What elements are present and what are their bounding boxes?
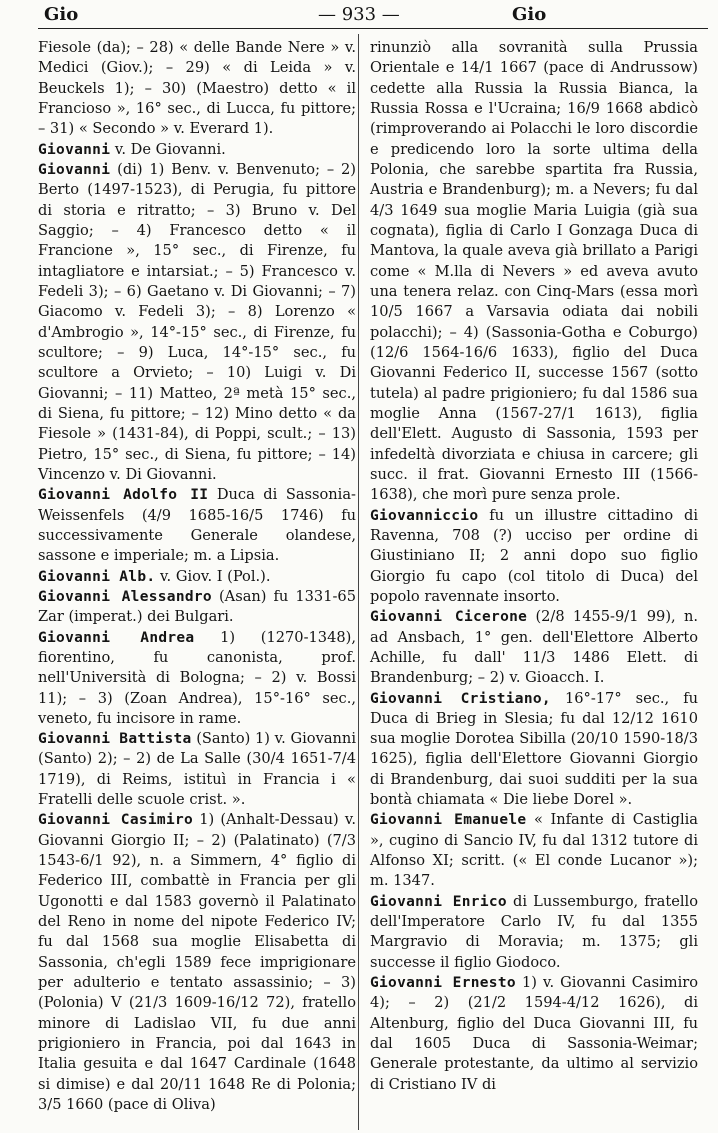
- headword: Giovanni Enrico: [370, 893, 507, 910]
- entry: Giovanni (di) 1) Benv. v. Benvenuto; – 2) Berto (1497-1523), di Perugia, fu pittore di storia e ritratto; – 3) Bruno v. Del Saggio; – 4) Francesco detto « il Francione », 15° sec., di Firenze, fu intagliatore e intarsiat.; – 5) Francesco v. Fedeli 3); – 6) Gaetano v. Di Giovanni; – 7) Giacomo v. Fedeli 3); – 8) Lorenzo « d'Ambrogio », 14°-15° sec., di Firenze, fu scultore; – 9) Luca, 14°-15° sec., fu scultore a Orvieto; – 10) Luigi v. Di Giovanni; – 11) Matteo, 2ª metà 15° sec., di Siena, fu pittore; – 12) Mino detto « da Fiesole » (1431-84), di Poppi, scult.; – 13) Pietro, 15° sec., di Siena, fu pittore; – 14) Vincenzo v. Di Giovanni.: [38, 160, 357, 483]
- headword: Giovanni Emanuele: [370, 812, 527, 829]
- entry: Giovanniccio fu un illustre cittadino di Ravenna, 708 (?) ucciso per ordine di Giustiniano II; 2 anni dopo suo figlio Giorgio fu capo (col titolo di Duca) del popolo ravennate insorto.: [370, 506, 698, 605]
- entry: Giovanni Cristiano, 16°-17° sec., fu Duca di Brieg in Slesia; fu dal 12/12 1610 sua moglie Dorotea Sibilla (20/10 1590-18/3 1625), figlia dell'Elettore Giovanni Giorgio di Brandenburg, dai suoi sudditi per la sua bontà chiamata « Die liebe Dorel ».: [370, 689, 698, 809]
- page-header: [0, 0, 718, 30]
- running-head-right: Gio: [512, 4, 547, 25]
- headword: Giovanni Alb.: [38, 568, 156, 585]
- headword: Giovanni Cicerone: [370, 609, 528, 626]
- headword: Giovanni: [38, 141, 111, 158]
- right-column: [370, 38, 698, 1095]
- page-number: — 933 —: [318, 4, 400, 25]
- column-divider: [358, 34, 359, 1130]
- entry: Fiesole (da); – 28) « delle Bande Nere » v. Medici (Giov.); – 29) « di Leida » v. Beuckels 1); – 30) (Maestro) detto « il Francioso », 16° sec., di Lucca, fu pittore; – 31) « Secondo » v. Everard 1).: [38, 39, 356, 138]
- entry: Giovanni v. De Giovanni.: [38, 140, 226, 158]
- left-column: [38, 38, 356, 1115]
- headword: Giovanni Battista: [38, 731, 192, 748]
- entry: Giovanni Cicerone (2/8 1455-9/1 99), n. ad Ansbach, 1° gen. dell'Elettore Alberto Achille, fu dall' 11/3 1486 Elett. di Brandenburg; – 2) v. Gioacch. I.: [370, 608, 698, 687]
- entry: rinunziò alla sovranità sulla Prussia Orientale e 14/1 1667 (pace di Andrussow) cedette alla Russia la Russia Bianca, la Russia Rossa e l'Ucraina; 16/9 1668 abdicò (rimproverando ai Polacchi le loro discordie e predicendo loro la sorte ultima della Polonia, che sarebbe spartita fra Russia, Austria e Brandenburg); m. a Nevers; fu dal 4/3 1649 sua moglie Maria Luigia (già sua cognata), figlia di Carlo I Gonzaga Duca di Mantova, la quale aveva già brillato a Parigi come « M.lla di Nevers » ed aveva avuto una tenera relaz. con Cinq-Mars (essa morì 10/5 1667 a Varsavia odiata dai nobili polacchi); – 4) (Sassonia-Gotha e Coburgo) (12/6 1564-16/6 1633), figlio del Duca Giovanni Federico II, successe 1567 (sotto tutela) al padre prigioniero; fu dal 1586 sua moglie Anna (1567-27/1 1613), figlia dell'Elett. Augusto di Sassonia, 1593 per infedeltà divorziata e chiusa in carcere; gli succ. il frat. Giovanni Ernesto III (1566-1638), che morì pure senza prole.: [370, 39, 698, 504]
- entry: Giovanni Andrea 1) (1270-1348), fiorentino, fu canonista, prof. nell'Università di Bologna; – 2) v. Bossi 11); – 3) (Zoan Andrea), 15°-16° sec., veneto, fu incisore in rame.: [38, 628, 356, 727]
- headword: Giovanni Cristiano,: [370, 690, 551, 707]
- headword: Giovanni Casimiro: [38, 812, 194, 829]
- headword: Giovanni: [38, 161, 111, 178]
- headword: Giovanni Andrea: [38, 629, 195, 646]
- headword: Giovanni Alessandro: [38, 588, 212, 605]
- entry: Giovanni Alessandro (Asan) fu 1331-65 Zar (imperat.) dei Bulgari.: [38, 587, 356, 626]
- entry: Giovanni Alb. v. Giov. I (Pol.).: [38, 567, 271, 585]
- entry: Giovanni Emanuele « Infante di Castiglia », cugino di Sancio IV, fu dal 1312 tutore di Alfonso XI; scritt. (« El conde Lucanor »); m. 1347.: [370, 811, 698, 890]
- entry: Giovanni Ernesto 1) v. Giovanni Casimiro 4); – 2) (21/2 1594-4/12 1626), di Altenburg, figlio del Duca Giovanni III, fu dal 1605 Duca di Sassonia-Weimar; Generale protestante, da ultimo al servizio di Cristiano IV di: [370, 974, 698, 1093]
- headword: Giovanni Adolfo II: [38, 487, 209, 504]
- entry: Giovanni Enrico di Lussemburgo, fratello dell'Imperatore Carlo IV, fu dal 1355 Margravio di Moravia; m. 1375; gli successe il figlio Giodoco.: [370, 892, 698, 971]
- headword: Giovanni Ernesto: [370, 975, 516, 992]
- running-head-left: Gio: [44, 4, 79, 25]
- entry: Giovanni Casimiro 1) (Anhalt-Dessau) v. Giovanni Giorgio II; – 2) (Palatinato) (7/3 1543-6/1 92), n. a Simmern, 4° figlio di Federico III, combattè in Francia per gli Ugonotti e dal 1583 governò il Palatinato del Reno in nome del nipote Federico IV; fu dal 1568 sua moglie Elisabetta di Sassonia, ch'egli 1589 fece imprigionare per adulterio e tentato assassinio; – 3) (Polonia) V (21/3 1609-16/12 72), fratello minore di Ladislao VII, fu due anni prigioniero in Francia, poi dal 1643 in Italia gesuita e dal 1647 Cardinale (1648 si dimise) e dal 20/11 1648 Re di Polonia; 3/5 1660 (pace di Oliva): [38, 811, 356, 1114]
- entry: Giovanni Battista (Santo) 1) v. Giovanni (Santo) 2); – 2) de La Salle (30/4 1651-7/4 1719), di Reims, istituì in Francia i « Fratelli delle scuole crist. ».: [38, 730, 356, 809]
- entry: Giovanni Adolfo II Duca di Sassonia-Weissenfels (4/9 1685-16/5 1746) fu successivamente Generale olandese, sassone e imperiale; m. a Lipsia.: [38, 486, 356, 565]
- headword: Giovanniccio: [370, 507, 479, 524]
- header-rule: [38, 28, 708, 29]
